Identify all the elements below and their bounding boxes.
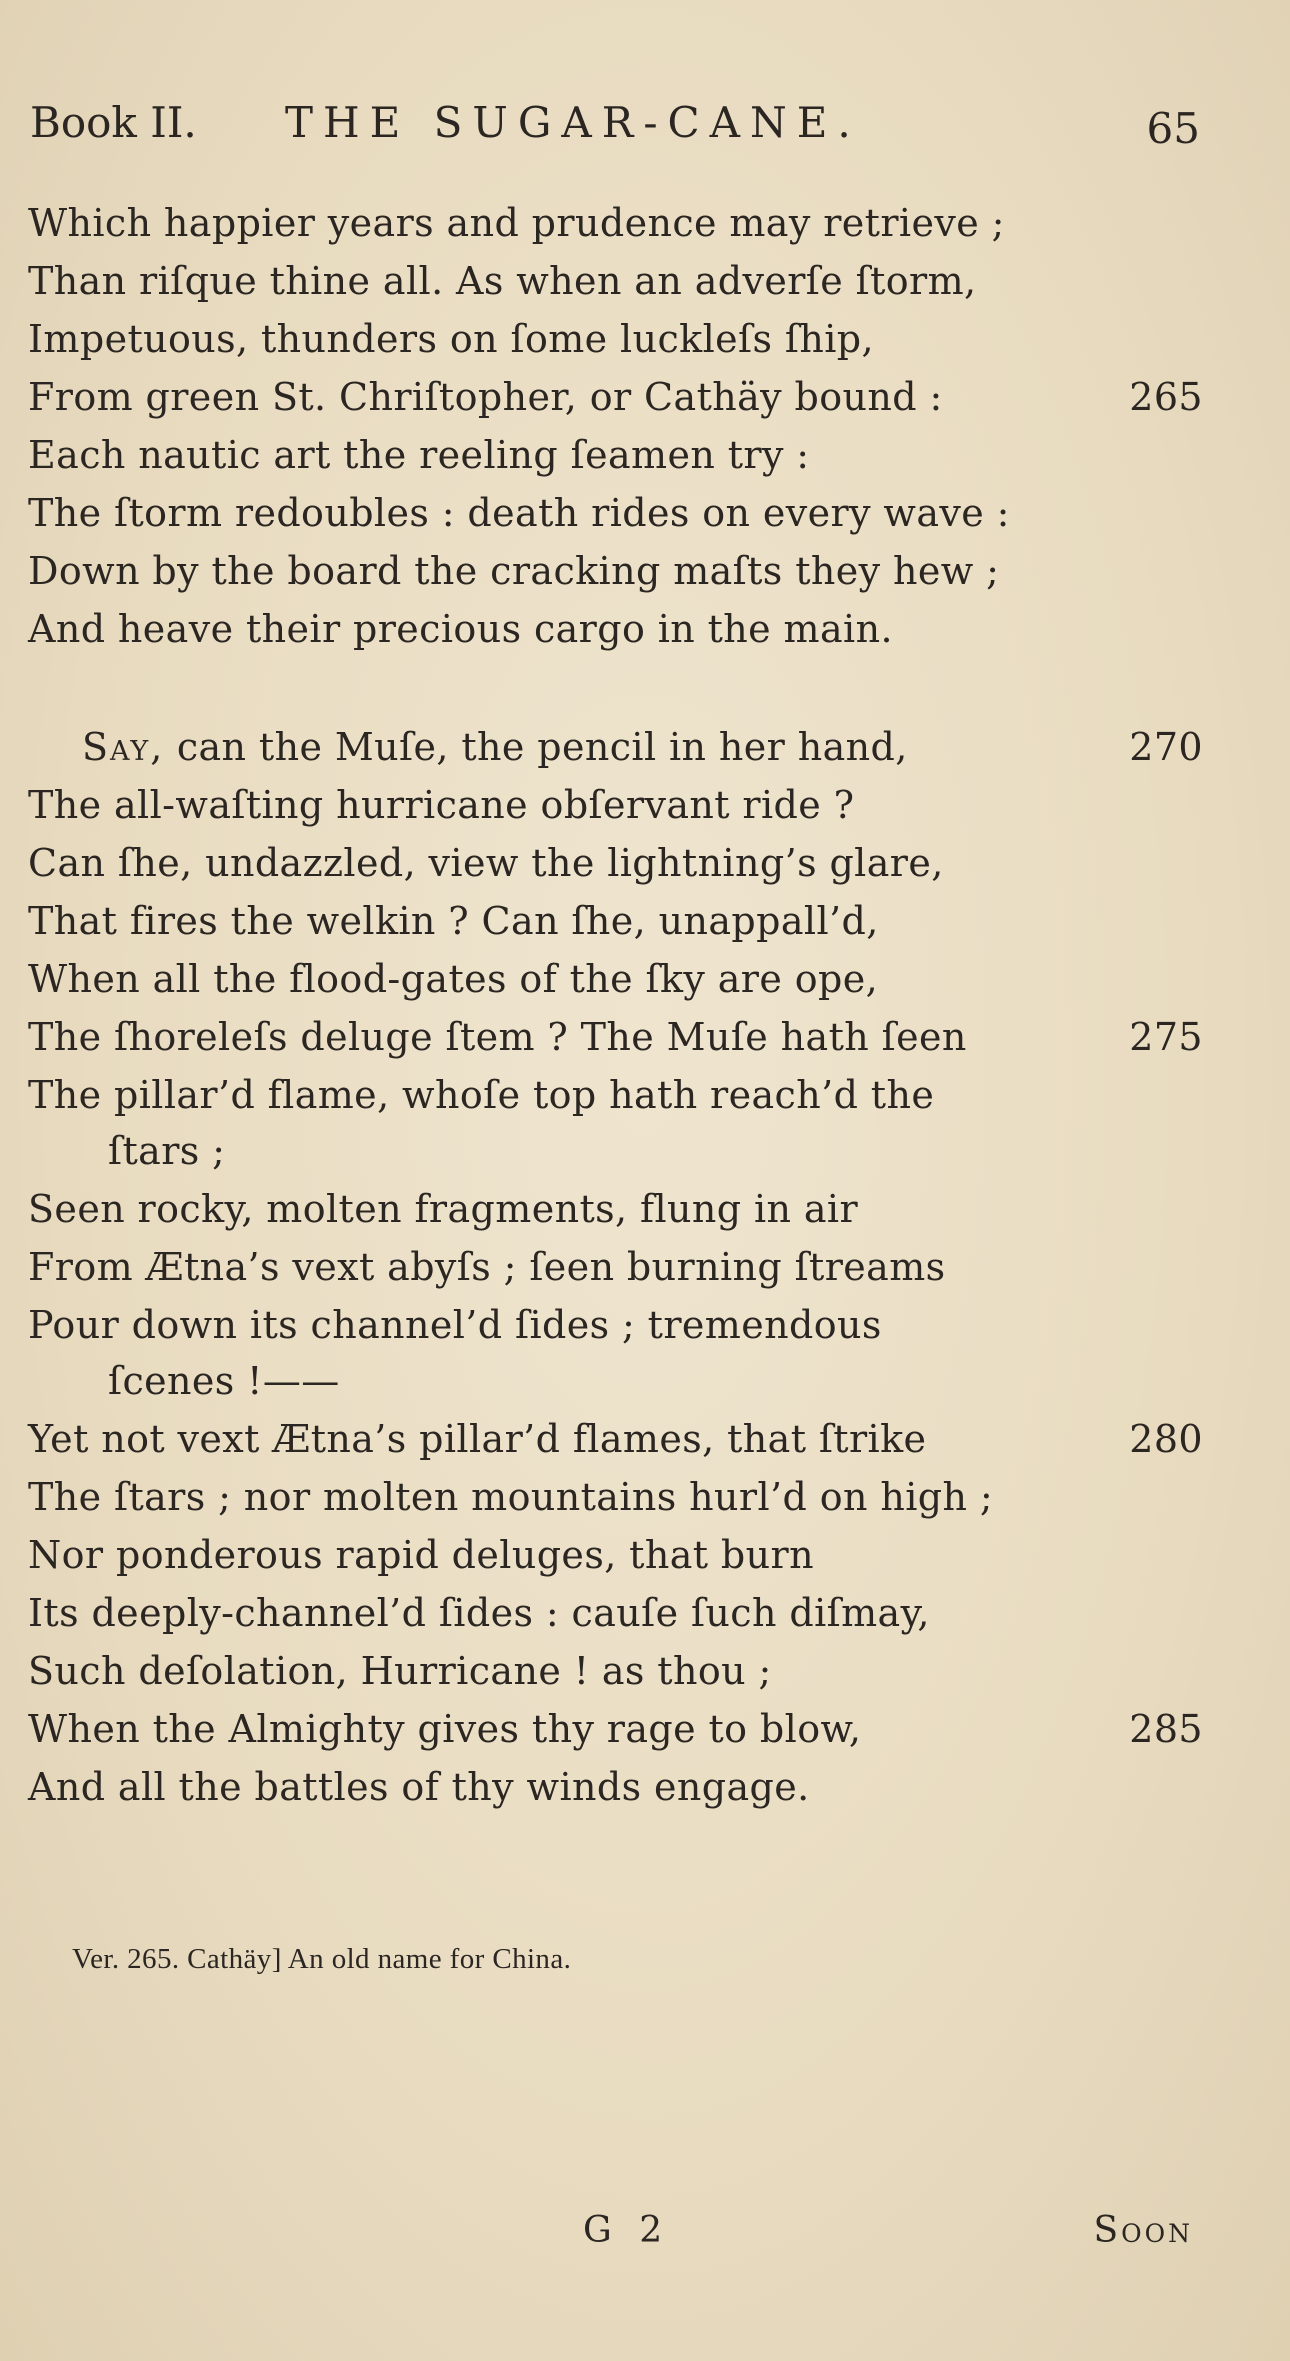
verse-text: Its deeply-channel’d ſides : cauſe ſuch diſmay, bbox=[28, 1591, 930, 1635]
verse-text: And heave their precious cargo in the main. bbox=[28, 607, 893, 651]
book-label: Book II. bbox=[30, 98, 197, 147]
verse-line bbox=[28, 1702, 1203, 1756]
verse-line bbox=[28, 312, 1203, 366]
verse-text: ſtars ; bbox=[108, 1129, 226, 1173]
verse-text: The pillar’d flame, whoſe top hath reach’d the bbox=[28, 1073, 935, 1117]
verse-text: Each nautic art the reeling ſeamen try : bbox=[28, 433, 810, 477]
verse-text: When the Almighty gives thy rage to blow, bbox=[28, 1707, 862, 1751]
verse-text: The ſtorm redoubles : death rides on every wave : bbox=[28, 491, 1010, 535]
verse-line bbox=[28, 1528, 1203, 1582]
verse-text: When all the flood-gates of the ſky are ope, bbox=[28, 957, 879, 1001]
verse-text: The ſtars ; nor molten mountains hurl’d on high ; bbox=[28, 1475, 994, 1519]
verse-text: Impetuous, thunders on ſome luckleſs ſhip, bbox=[28, 317, 874, 361]
verse-line bbox=[28, 1760, 1203, 1814]
verse-text: Down by the board the cracking maſts they hew ; bbox=[28, 549, 1000, 593]
verse-text: From green St. Chriſtopher, or Cathäy bound : bbox=[28, 375, 943, 419]
running-header bbox=[30, 98, 1200, 158]
verse-text: Can ſhe, undazzled, view the lightning’s glare, bbox=[28, 841, 944, 885]
verse-line bbox=[28, 486, 1203, 540]
verse-text: From Ætna’s vext abyſs ; ſeen burning ſtreams bbox=[28, 1245, 946, 1289]
verse-line bbox=[28, 544, 1203, 598]
line-number: 285 bbox=[1129, 1707, 1203, 1751]
verse-line bbox=[28, 370, 1203, 424]
line-number: 265 bbox=[1129, 375, 1203, 419]
verse-line bbox=[28, 952, 1203, 1006]
verse-line bbox=[28, 1470, 1203, 1524]
stanza-opening-word: Say, bbox=[82, 725, 165, 769]
verse-line bbox=[28, 602, 1203, 656]
verse-line bbox=[28, 428, 1203, 482]
verse-text: Such deſolation, Hurricane ! as thou ; bbox=[28, 1649, 772, 1693]
verse-text: Which happier years and prudence may retrieve ; bbox=[28, 201, 1005, 245]
verse-text: Seen rocky, molten fragments, flung in air bbox=[28, 1187, 859, 1231]
verse-line bbox=[28, 196, 1203, 250]
verse-line bbox=[28, 1586, 1203, 1640]
catchword: Soon bbox=[1093, 2210, 1193, 2251]
verse-line bbox=[28, 1240, 1203, 1294]
verse-line bbox=[28, 1298, 1203, 1352]
verse-text: The ſhoreleſs deluge ſtem ? The Muſe hath ſeen bbox=[28, 1015, 967, 1059]
verse-line bbox=[28, 836, 1203, 890]
line-number: 270 bbox=[1129, 725, 1203, 769]
line-number: 280 bbox=[1129, 1417, 1203, 1461]
verse-text: Yet not vext Ætna’s pillar’d flames, that ſtrike bbox=[28, 1417, 927, 1461]
running-title: THE SUGAR-CANE. bbox=[285, 98, 861, 147]
page-number: 65 bbox=[1146, 104, 1200, 153]
verse-line bbox=[28, 720, 1203, 774]
verse-line bbox=[28, 1644, 1203, 1698]
verse-line bbox=[28, 894, 1203, 948]
signature-mark: G 2 bbox=[583, 2210, 671, 2251]
verse-line bbox=[28, 254, 1203, 308]
verse-text: The all-waſting hurricane obſervant ride ? bbox=[28, 783, 855, 827]
verse-text: Nor ponderous rapid deluges, that burn bbox=[28, 1533, 814, 1577]
verse-text: Than riſque thine all. As when an adverſe ſtorm, bbox=[28, 259, 977, 303]
verse-line bbox=[28, 1068, 1203, 1122]
verse-text: And all the battles of thy winds engage. bbox=[28, 1765, 810, 1809]
verse-line-continuation bbox=[108, 1354, 1283, 1408]
verse-text: Pour down its channel’d ſides ; tremendous bbox=[28, 1303, 882, 1347]
verse-line bbox=[28, 778, 1203, 832]
verse-line-continuation bbox=[108, 1124, 1283, 1178]
line-number: 275 bbox=[1129, 1015, 1203, 1059]
verse-text: can the Muſe, the pencil in her hand, bbox=[164, 725, 908, 769]
verse-line bbox=[28, 1010, 1203, 1064]
verse-line bbox=[28, 1182, 1203, 1236]
footnote: Ver. 265. Cathäy] An old name for China. bbox=[72, 1943, 572, 1975]
verse-text: That fires the welkin ? Can ſhe, unappall’d, bbox=[28, 899, 879, 943]
verse-line bbox=[28, 1412, 1203, 1466]
verse-text: ſcenes !—— bbox=[108, 1359, 340, 1403]
